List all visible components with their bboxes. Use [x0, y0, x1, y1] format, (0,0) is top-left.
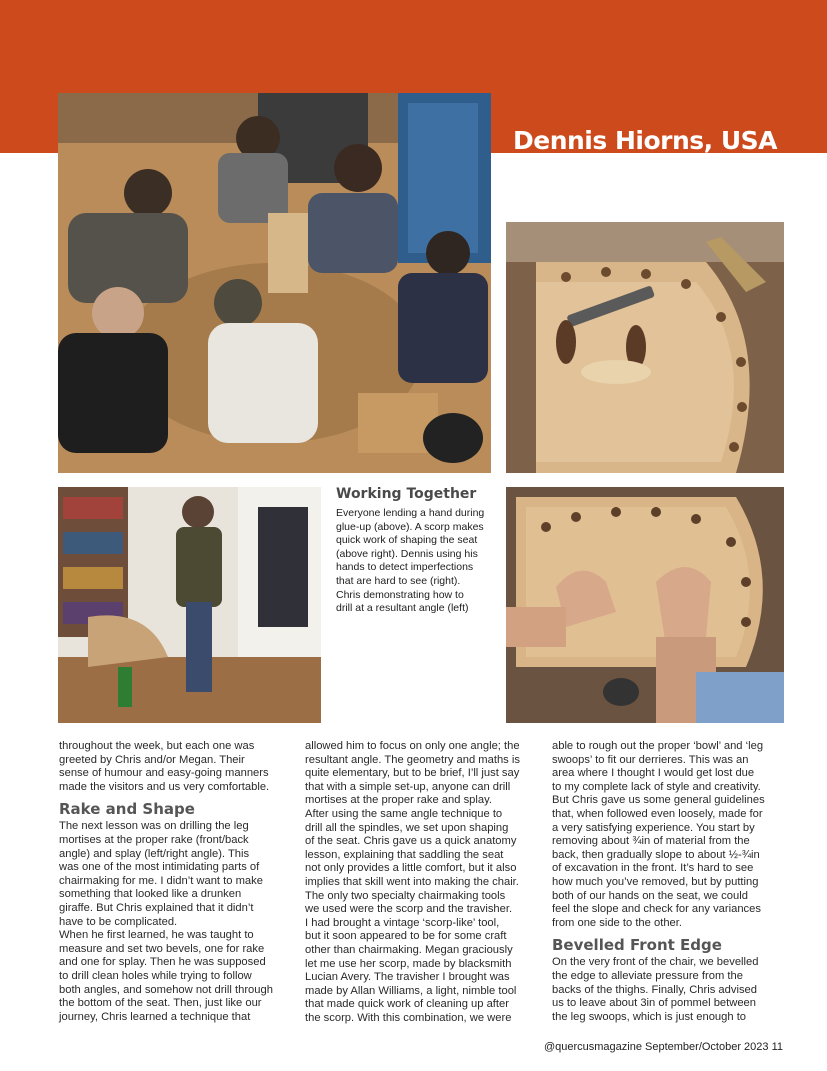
- caption-line: Chris demonstrating how to: [336, 588, 464, 601]
- body-line: to drill clean holes while trying to follow: [59, 969, 252, 982]
- body-line: to my complete lack of style and creativity.: [552, 780, 761, 793]
- body-line: quite elementary, but to be brief, I’ll just say: [305, 767, 520, 780]
- article-column-3: [552, 740, 784, 1024]
- body-line: allowed him to focus on only one angle; the: [305, 740, 520, 752]
- body-line: After using the same angle technique to: [305, 807, 503, 820]
- body-line: us to leave about 3in of pommel between: [552, 997, 756, 1010]
- body-line: giraffe. But Chris explained that it didn’t: [59, 901, 254, 914]
- body-line: When he first learned, he was taught to: [59, 929, 254, 942]
- body-line: from one side to the other.: [552, 916, 682, 929]
- body-line: was one of the most intimidating parts of: [59, 861, 260, 874]
- body-line: area where I thought I would get lost due: [552, 767, 755, 780]
- body-line: The next lesson was on drilling the leg: [59, 820, 249, 833]
- body-line: both of our hands on the seat, we could: [552, 889, 748, 902]
- caption-line: quick work of shaping the seat: [336, 534, 478, 547]
- photo-drilling-angle: [58, 487, 321, 723]
- body-line: feel the slope and check for any variances: [552, 903, 761, 916]
- body-line: sense of humour and easy-going manners: [59, 767, 269, 780]
- body-line: removing about ¾in of material from the: [552, 835, 750, 848]
- photo-hands-on-seat: [506, 487, 784, 723]
- body-line: angle) and splay (left/right angle). This: [59, 847, 250, 860]
- body-line: chairmaking for me. I didn’t want to make: [59, 874, 263, 887]
- body-line: a very satisfying experience. You start by: [552, 821, 755, 834]
- caption-line: drill at a resultant angle (left): [336, 602, 469, 615]
- body-line: both angles, and somehow not drill through: [59, 983, 273, 996]
- body-line: implies that skill went into making the chair.: [305, 875, 519, 888]
- body-line: able to rough out the proper ‘bowl’ and ‘leg: [552, 740, 764, 752]
- body-line: journey, Chris learned a technique that: [59, 1010, 251, 1023]
- body-line: made the visitors and us very comfortable.: [59, 780, 270, 793]
- body-line: drill all the spindles, we set upon shaping: [305, 821, 509, 834]
- body-line: but it soon appeared to be for some craft: [305, 930, 507, 943]
- body-line: swoops’ to fit our derrieres. This was an: [552, 753, 749, 766]
- body-line: But Chris gave us some general guidelines: [552, 794, 765, 807]
- body-line: backs of the thighs. Finally, Chris advised: [552, 983, 757, 996]
- body-line: measure and set two bevels, one for rake: [59, 942, 265, 955]
- article-column-2: [305, 740, 537, 1025]
- body-line: the scorp. With this combination, we were: [305, 1011, 512, 1024]
- body-line: of the seat. Chris gave us a quick anatomy: [305, 835, 517, 848]
- body-line: On the very front of the chair, we bevelled: [552, 956, 759, 969]
- caption-line: that are hard to see (right).: [336, 574, 461, 587]
- body-line: lesson, explaining that saddling the seat: [305, 848, 504, 861]
- caption-line: Everyone lending a hand during: [336, 507, 485, 519]
- body-line: have to be complicated.: [59, 915, 178, 928]
- photo-group-glue-up: [58, 93, 491, 473]
- article-column-1: [59, 740, 291, 1024]
- author-title: Dennis Hiorns, USA: [513, 126, 777, 155]
- body-line: mortises at the proper rake (front/back: [59, 833, 249, 846]
- photo-caption: [336, 486, 486, 616]
- body-line: other than chairmaking. Megan graciously: [305, 943, 513, 956]
- body-line: and one for splay. Then he was supposed: [59, 956, 266, 969]
- section-heading-bevelled-front-edge: Bevelled Front Edge: [552, 936, 722, 955]
- body-line: that, when followed even loosely, made for: [552, 807, 763, 820]
- body-line: Lucian Avery. The travisher I brought was: [305, 971, 510, 984]
- body-line: that with a simple set-up, anyone can drill: [305, 780, 511, 793]
- body-line: not only provides a little comfort, but it also: [305, 862, 517, 875]
- body-line: back, then gradually slope to about ½-¾in: [552, 848, 760, 861]
- caption-line: (above right). Dennis using his: [336, 547, 478, 560]
- page-footer: @quercusmagazine September/October 2023 11: [543, 1041, 783, 1053]
- body-line: resultant angle. The geometry and maths is: [305, 753, 520, 766]
- body-line: mortises at the proper rake and splay.: [305, 794, 492, 807]
- body-line: that made quick work of cleaning up after: [305, 998, 509, 1011]
- body-line: The only two specialty chairmaking tools: [305, 889, 506, 902]
- body-line: throughout the week, but each one was: [59, 740, 255, 752]
- body-line: how much you’ve removed, but by putting: [552, 875, 759, 888]
- body-line: let me use her scorp, made by blacksmith: [305, 957, 512, 970]
- body-line: the edge to alleviate pressure from the: [552, 969, 743, 982]
- body-line: the bottom of the seat. Then, just like our: [59, 997, 262, 1010]
- caption-line: glue-up (above). A scorp makes: [336, 520, 484, 533]
- section-heading-rake-and-shape: Rake and Shape: [59, 800, 195, 819]
- body-line: something that looked like a drunken: [59, 888, 242, 901]
- body-line: the leg swoops, which is just enough to: [552, 1010, 747, 1023]
- caption-line: hands to detect imperfections: [336, 561, 474, 574]
- body-line: of excavation in the front. It’s hard to see: [552, 862, 754, 875]
- body-line: greeted by Chris and/or Megan. Their: [59, 753, 245, 766]
- caption-title: Working Together: [336, 486, 477, 502]
- body-line: we used were the scorp and the travisher.: [305, 903, 513, 916]
- photo-scorp-on-seat: [506, 222, 784, 473]
- body-line: I had brought a vintage ‘scorp-like’ tool,: [305, 916, 500, 929]
- body-line: made by Allan Williams, a light, nimble tool: [305, 984, 517, 997]
